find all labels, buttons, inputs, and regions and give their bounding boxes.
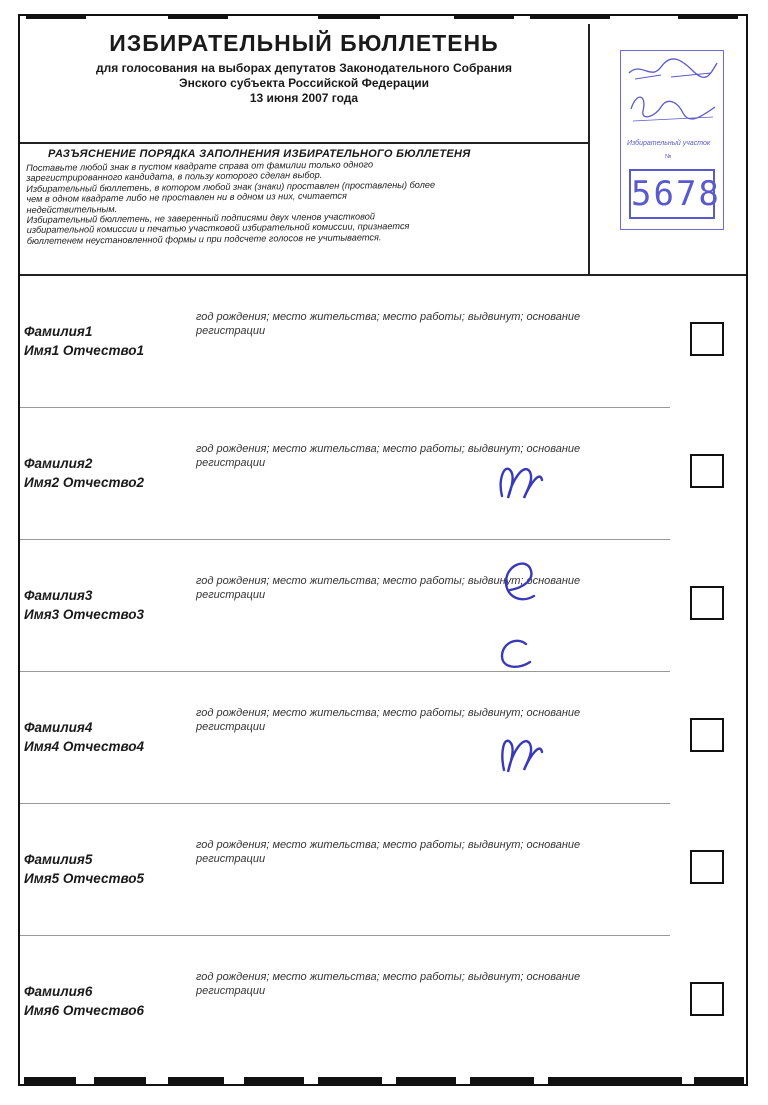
candidate-surname: Фамилия5: [24, 852, 93, 867]
stamp-label: Избирательный участок: [627, 140, 711, 147]
candidate-details: год рождения; место жительства; место работы; выдвинут; основание регистрации: [196, 839, 581, 865]
top-timing-marks: [18, 14, 748, 20]
candidate-given-names: Имя6 Отчество6: [24, 1003, 145, 1018]
vote-checkbox[interactable]: [690, 322, 724, 356]
candidate-surname: Фамилия1: [24, 324, 93, 339]
ballot-header: [20, 24, 588, 144]
candidate-row: [20, 276, 746, 408]
instructions-line: чем в одном квадрате либо не проставлен ни в одном из них, считается: [26, 190, 347, 205]
candidate-row: [20, 408, 746, 540]
candidate-given-names: Имя5 Отчество5: [24, 871, 145, 886]
election-date: 13 июня 2007 года: [249, 91, 359, 105]
instructions-line: Избирательный бюллетень, не заверенный подписями двух членов участковой: [26, 211, 375, 226]
candidate-name: [24, 586, 144, 624]
candidate-given-names: Имя3 Отчество3: [24, 607, 145, 622]
instructions-line: недействительным.: [26, 203, 118, 215]
candidate-given-names: Имя1 Отчество1: [24, 343, 145, 358]
vote-checkbox[interactable]: [690, 454, 724, 488]
commission-stamp: [620, 50, 724, 230]
vote-checkbox[interactable]: [690, 586, 724, 620]
ballot-subtitle: [20, 61, 588, 106]
candidate-row: [20, 804, 746, 936]
instructions-line: бюллетенем неустановленной формы и при подсчете голосов не учитывается.: [26, 232, 382, 246]
instructions-line: зарегистрированного кандидата, в пользу которого сделан выбор.: [26, 170, 323, 184]
vote-checkbox[interactable]: [690, 718, 724, 752]
stamp-number-sign: №: [665, 154, 672, 160]
candidate-details: год рождения; место жительства; место работы; выдвинут; основание регистрации: [196, 971, 581, 997]
vote-checkbox[interactable]: [690, 850, 724, 884]
instructions-line: избирательной комиссии и печатью участковой избирательной комиссии, признается: [26, 221, 410, 236]
handwritten-scribble: [480, 440, 550, 810]
candidate-details: год рождения; место жительства; место работы; выдвинут; основание регистрации: [196, 443, 581, 469]
candidate-details: год рождения; место жительства; место работы; выдвинут; основание регистрации: [196, 707, 581, 733]
precinct-number: 5678: [629, 169, 715, 219]
bottom-timing-marks: [18, 1077, 748, 1086]
candidate-row: [20, 672, 746, 804]
candidate-surname: Фамилия2: [24, 456, 93, 471]
candidate-details: год рождения; место жительства; место работы; выдвинут; основание регистрации: [196, 575, 581, 601]
instructions-line: Избирательный бюллетень, в котором любой знак (знаки) проставлен (проставлены) более: [26, 179, 436, 194]
candidate-given-names: Имя2 Отчество2: [24, 475, 145, 490]
candidate-surname: Фамилия4: [24, 720, 93, 735]
candidate-surname: Фамилия3: [24, 588, 93, 603]
candidate-details: год рождения; место жительства; место работы; выдвинут; основание регистрации: [196, 311, 581, 337]
instructions-line: Поставьте любой знак в пустом квадрате справа от фамилии только одного: [26, 159, 374, 173]
candidate-surname: Фамилия6: [24, 984, 93, 999]
candidate-row: [20, 540, 746, 672]
candidate-name: [24, 718, 144, 756]
candidate-name: [24, 850, 144, 888]
candidate-name: [24, 982, 144, 1020]
instructions-block: [20, 146, 586, 272]
candidate-name: [24, 454, 144, 492]
subtitle-line-1: для голосования на выборах депутатов Законодательного Собрания: [96, 61, 512, 75]
vote-checkbox[interactable]: [690, 982, 724, 1016]
candidate-name: [24, 322, 144, 360]
instructions-heading: РАЗЪЯСНЕНИЕ ПОРЯДКА ЗАПОЛНЕНИЯ ИЗБИРАТЕЛЬНОГО БЮЛЛЕТЕНЯ: [48, 148, 471, 160]
candidate-given-names: Имя4 Отчество4: [24, 739, 145, 754]
candidate-list: [20, 276, 746, 1076]
ballot-title: ИЗБИРАТЕЛЬНЫЙ БЮЛЛЕТЕНЬ: [109, 30, 499, 56]
candidate-row: [20, 936, 746, 1068]
header-vertical-divider: [588, 24, 590, 276]
subtitle-line-2: Энского субъекта Российской Федерации: [179, 76, 429, 90]
instructions-text: [26, 157, 567, 246]
